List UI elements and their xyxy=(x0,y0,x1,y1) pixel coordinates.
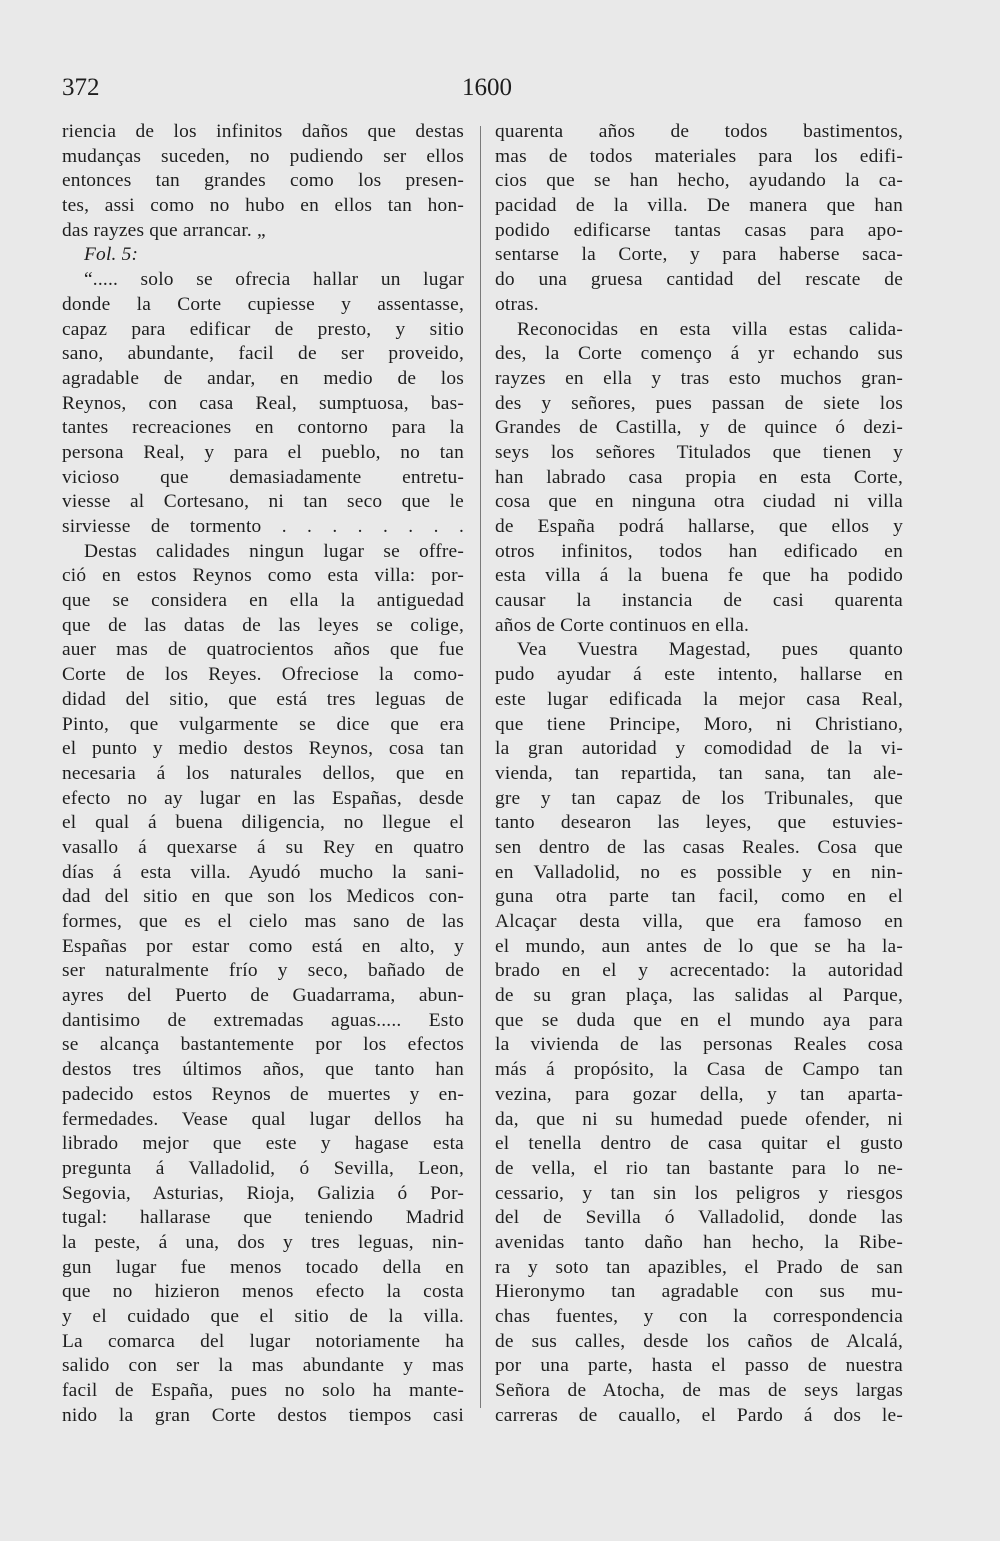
text-line: se alcança bastantemente por los efectos xyxy=(62,1034,464,1056)
text-line: ció en estos Reynos como esta villa: por- xyxy=(62,565,464,587)
text-line: tanto desearon las leyes, que estuvies- xyxy=(495,812,903,834)
text-line: necesaria á los naturales dellos, que en xyxy=(62,762,464,784)
text-line: sirviesse de tormento . . . . . . . . xyxy=(62,516,464,537)
text-line: sentarse la Corte, y para haberse saca- xyxy=(495,244,903,266)
text-line: Corte de los Reyes. Ofreciose la como- xyxy=(62,664,464,686)
text-line: el mundo, aun antes de lo que se ha la- xyxy=(495,935,903,957)
text-line: Hieronymo tan agradable con sus mu- xyxy=(495,1281,903,1303)
text-line: capaz para edificar de presto, y sitio xyxy=(62,318,464,340)
text-line: de vella, el rio tan bastante para lo ne- xyxy=(495,1157,903,1179)
text-line: causar la instancia de casi quarenta xyxy=(495,590,903,612)
text-line: efecto no ay lugar en las Españas, desde xyxy=(62,787,464,809)
text-line: facil de España, pues no solo ha mante- xyxy=(62,1380,464,1402)
text-line: Reynos, con casa Real, sumptuosa, bas- xyxy=(62,392,464,414)
text-line: Señora de Atocha, de mas de seys largas xyxy=(495,1380,903,1402)
text-line: Vea Vuestra Magestad, pues quanto xyxy=(517,639,903,661)
text-line: vicioso que demasiadamente entretu- xyxy=(62,466,464,488)
text-line: salido con ser la mas abundante y mas xyxy=(62,1355,464,1377)
text-line: cios que se han hecho, ayudando la ca- xyxy=(495,170,903,192)
text-line: más á propósito, la Casa de Campo tan xyxy=(495,1059,903,1081)
text-line: didad del sitio, que está tres leguas de xyxy=(62,688,464,710)
text-line: dantisimo de extremadas aguas..... Esto xyxy=(62,1009,464,1031)
text-line: do una gruesa cantidad del rescate de xyxy=(495,269,903,291)
text-line: librado mejor que este y hagase esta xyxy=(62,1133,464,1155)
text-line: Pinto, que vulgarmente se dice que era xyxy=(62,713,464,735)
running-header xyxy=(62,74,904,108)
right-column xyxy=(495,120,903,1428)
text-line: mudanças suceden, no pudiendo ser ellos xyxy=(62,145,464,167)
text-line: chas fuentes, y con la correspondencia xyxy=(495,1306,903,1327)
text-line: cosa que en ninguna otra ciudad ni villa xyxy=(495,491,903,513)
text-line: des y señores, pues passan de siete los xyxy=(495,392,903,414)
text-line: auer mas de quatrocientos años que fue xyxy=(62,639,464,661)
text-line: sano, abundante, facil de ser proveido, xyxy=(62,343,464,365)
text-line: tes, assi como no hubo en ellos tan hon- xyxy=(62,195,464,217)
text-line: en Valladolid, no es possible y en nin- xyxy=(495,861,903,883)
text-line: carreras de cauallo, el Pardo á dos le- xyxy=(495,1404,903,1426)
text-line: vasallo á quexarse á su Rey en quatro xyxy=(62,836,464,858)
text-line: guna otra parte tan facil, como en el xyxy=(495,886,903,908)
text-line: que se considera en ella la antiguedad xyxy=(62,590,464,612)
text-line: avenidas tanto daño han hecho, la Ribe- xyxy=(495,1231,903,1253)
text-line: días á esta villa. Ayudó mucho la sani- xyxy=(62,861,464,883)
text-line: otros infinitos, todos han edificado en xyxy=(495,540,903,562)
text-line: del de Sevilla ó Valladolid, donde las xyxy=(495,1207,903,1229)
text-line: vienda, tan repartida, tan sana, tan ale- xyxy=(495,762,903,784)
text-line: padecido estos Reynos de muertes y en- xyxy=(62,1083,464,1105)
text-line: este lugar edificada la mejor casa Real, xyxy=(495,688,903,710)
text-line: la vivienda de las personas Reales cosa xyxy=(495,1034,903,1056)
text-line: nido la gran Corte destos tiempos casi xyxy=(62,1404,464,1426)
text-line: que de las datas de las leyes se colige, xyxy=(62,614,464,636)
page-number: 372 xyxy=(62,74,100,101)
column-divider xyxy=(480,126,481,1408)
text-line: han labrado casa propia en esta Corte, xyxy=(495,466,903,488)
text-line: de España podrá hallarse, que ellos y xyxy=(495,516,903,537)
text-line: mas de todos materiales para los edifi- xyxy=(495,145,903,167)
text-line: por una parte, hasta el passo de nuestra xyxy=(495,1355,903,1377)
text-line: destos tres últimos años, que tanto han xyxy=(62,1059,464,1081)
text-line: ayres del Puerto de Guadarrama, abun- xyxy=(62,985,464,1007)
text-line: fermedades. Vease qual lugar dellos ha xyxy=(62,1108,464,1130)
text-line: el tenella dentro de casa quitar el gusto xyxy=(495,1133,903,1155)
text-line: Alcaçar desta villa, que era famoso en xyxy=(495,911,903,932)
text-line: que se duda que en el mundo aya para xyxy=(495,1009,903,1031)
text-line: la gran autoridad y comodidad de la vi- xyxy=(495,738,903,760)
text-line: dad del sitio en que son los Medicos con- xyxy=(62,886,464,908)
text-line: que no hizieron menos efecto la costa xyxy=(62,1281,464,1303)
text-line: viesse al Cortesano, ni tan seco que le xyxy=(62,491,464,513)
text-line: gun lugar fue menos tocado della en xyxy=(62,1256,464,1278)
text-line: esta villa á la buena fe que ha podido xyxy=(495,565,903,587)
text-line: riencia de los infinitos daños que destas xyxy=(62,121,464,142)
text-line: Reconocidas en esta villa estas calida- xyxy=(517,318,903,340)
running-head-year: 1600 xyxy=(462,74,512,101)
text-line: años de Corte continuos en ella. xyxy=(495,614,750,636)
text-line: pacidad de la villa. De manera que han xyxy=(495,195,903,217)
text-line: brado en el y acrecentado: la autoridad xyxy=(495,960,903,982)
text-line: das rayzes que arrancar. „ xyxy=(62,219,266,241)
text-line: seys los señores Titulados que tienen y xyxy=(495,441,903,463)
text-line: Segovia, Asturias, Rioja, Galizia ó Por- xyxy=(62,1182,464,1204)
text-line: Fol. 5: xyxy=(84,244,139,266)
text-line: vezina, para gozar della, y tan aparta- xyxy=(495,1083,903,1105)
text-line: el qual á buena diligencia, no llegue el xyxy=(62,812,464,834)
text-line: y el cuidado que el sitio de la villa. xyxy=(62,1306,464,1327)
text-line: Grandes de Castilla, y de quince ó dezi- xyxy=(495,417,903,439)
text-line: gre y tan capaz de los Tribunales, que xyxy=(495,787,903,809)
text-line: quarenta años de todos bastimentos, xyxy=(495,121,903,142)
text-line: da, que ni su humedad puede ofender, ni xyxy=(495,1108,903,1130)
text-line: de su gran plaça, las salidas al Parque, xyxy=(495,985,903,1007)
text-line: Destas calidades ningun lugar se offre- xyxy=(84,540,464,562)
text-line: “..... solo se ofrecia hallar un lugar xyxy=(84,269,464,291)
text-line: el punto y medio destos Reynos, cosa tan xyxy=(62,738,464,760)
text-line: cessario, y tan sin los peligros y riesgos xyxy=(495,1182,903,1204)
text-line: ra y soto tan apazibles, el Prado de san xyxy=(495,1256,903,1278)
text-line: persona Real, y para el pueblo, no tan xyxy=(62,441,464,463)
text-line: de sus calles, desde los caños de Alcalá, xyxy=(495,1330,903,1352)
left-column xyxy=(62,120,464,1428)
text-line: La comarca del lugar notoriamente ha xyxy=(62,1330,464,1352)
text-line: podido edificarse tantas casas para apo- xyxy=(495,219,903,241)
text-line: ser naturalmente frío y seco, bañado de xyxy=(62,960,464,982)
text-line: tantes recreaciones en contorno para la xyxy=(62,417,464,439)
text-line: des, la Corte començo á yr echando sus xyxy=(495,343,903,365)
text-line: tugal: hallarase que teniendo Madrid xyxy=(62,1207,464,1229)
text-line: que tiene Principe, Moro, ni Christiano, xyxy=(495,713,903,735)
text-line: pudo ayudar á este intento, hallarse en xyxy=(495,664,903,686)
text-line: agradable de andar, en medio de los xyxy=(62,367,464,389)
text-line: la peste, á una, dos y tres leguas, nin- xyxy=(62,1231,464,1253)
text-line: entonces tan grandes como los presen- xyxy=(62,170,464,192)
text-line: rayzes en ella y tras esto muchos gran- xyxy=(495,367,903,389)
text-line: Españas por estar como está en alto, y xyxy=(62,935,464,957)
text-line: formes, que es el cielo mas sano de las xyxy=(62,911,464,932)
text-line: donde la Corte cupiesse y assentasse, xyxy=(62,293,464,315)
text-line: pregunta á Valladolid, ó Sevilla, Leon, xyxy=(62,1157,464,1179)
text-line: otras. xyxy=(495,293,539,315)
text-line: sen dentro de las casas Reales. Cosa que xyxy=(495,836,903,858)
